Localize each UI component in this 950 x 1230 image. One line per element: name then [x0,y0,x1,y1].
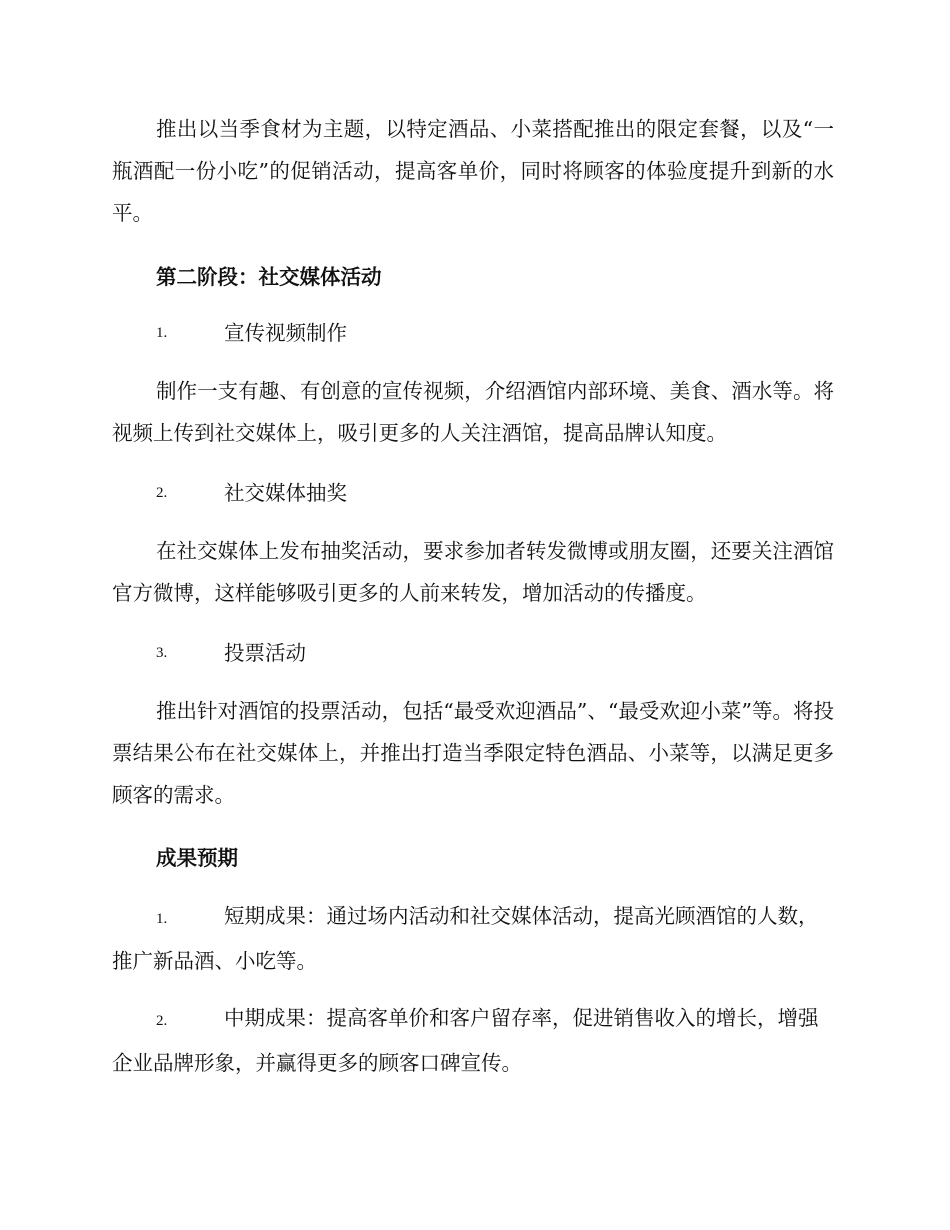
stage2-heading: 第二阶段：社交媒体活动 [156,265,382,289]
list-number: 3. [156,645,168,661]
stage2-item-3-description: 推出针对酒馆的投票活动，包括“最受欢迎酒品”、“最受欢迎小菜”等。将投票结果公布在社交媒体上，并推出打造当季限定特色酒品、小菜等，以满足更多顾客的需求。 [112,699,834,807]
list-item-label: 社交媒体抽奖 [224,481,347,505]
results-heading: 成果预期 [156,846,238,870]
stage2-item-2-description: 在社交媒体上发布抽奖活动，要求参加者转发微博或朋友圈，还要关注酒馆官方微博，这样能够吸引更多的人前来转发，增加活动的传播度。 [112,539,834,605]
stage2-item-1-description: 制作一支有趣、有创意的宣传视频，介绍酒馆内部环境、美食、酒水等。将视频上传到社交媒体上，吸引更多的人关注酒馆，提高品牌认知度。 [112,379,834,445]
list-item-label: 投票活动 [224,641,306,665]
list-item-label: 宣传视频制作 [224,321,347,345]
list-number: 1. [156,911,168,927]
results-item-1 [112,895,834,982]
list-number: 2. [156,485,168,501]
list-number: 1. [156,325,168,341]
results-item-text: 中期成果：提高客单价和客户留存率，促进销售收入的增长，增强企业品牌形象，并赢得更多的顾客口碑宣传。 [112,1006,819,1075]
list-number: 2. [156,1013,168,1029]
results-item-text: 短期成果：通过场内活动和社交媒体活动，提高光顾酒馆的人数，推广新品酒、小吃等。 [112,904,819,973]
intro-paragraph: 推出以当季食材为主题，以特定酒品、小菜搭配推出的限定套餐，以及“一瓶酒配一份小吃”的促销活动，提高客单价，同时将顾客的体验度提升到新的水平。 [112,117,834,225]
results-item-2 [112,997,834,1084]
